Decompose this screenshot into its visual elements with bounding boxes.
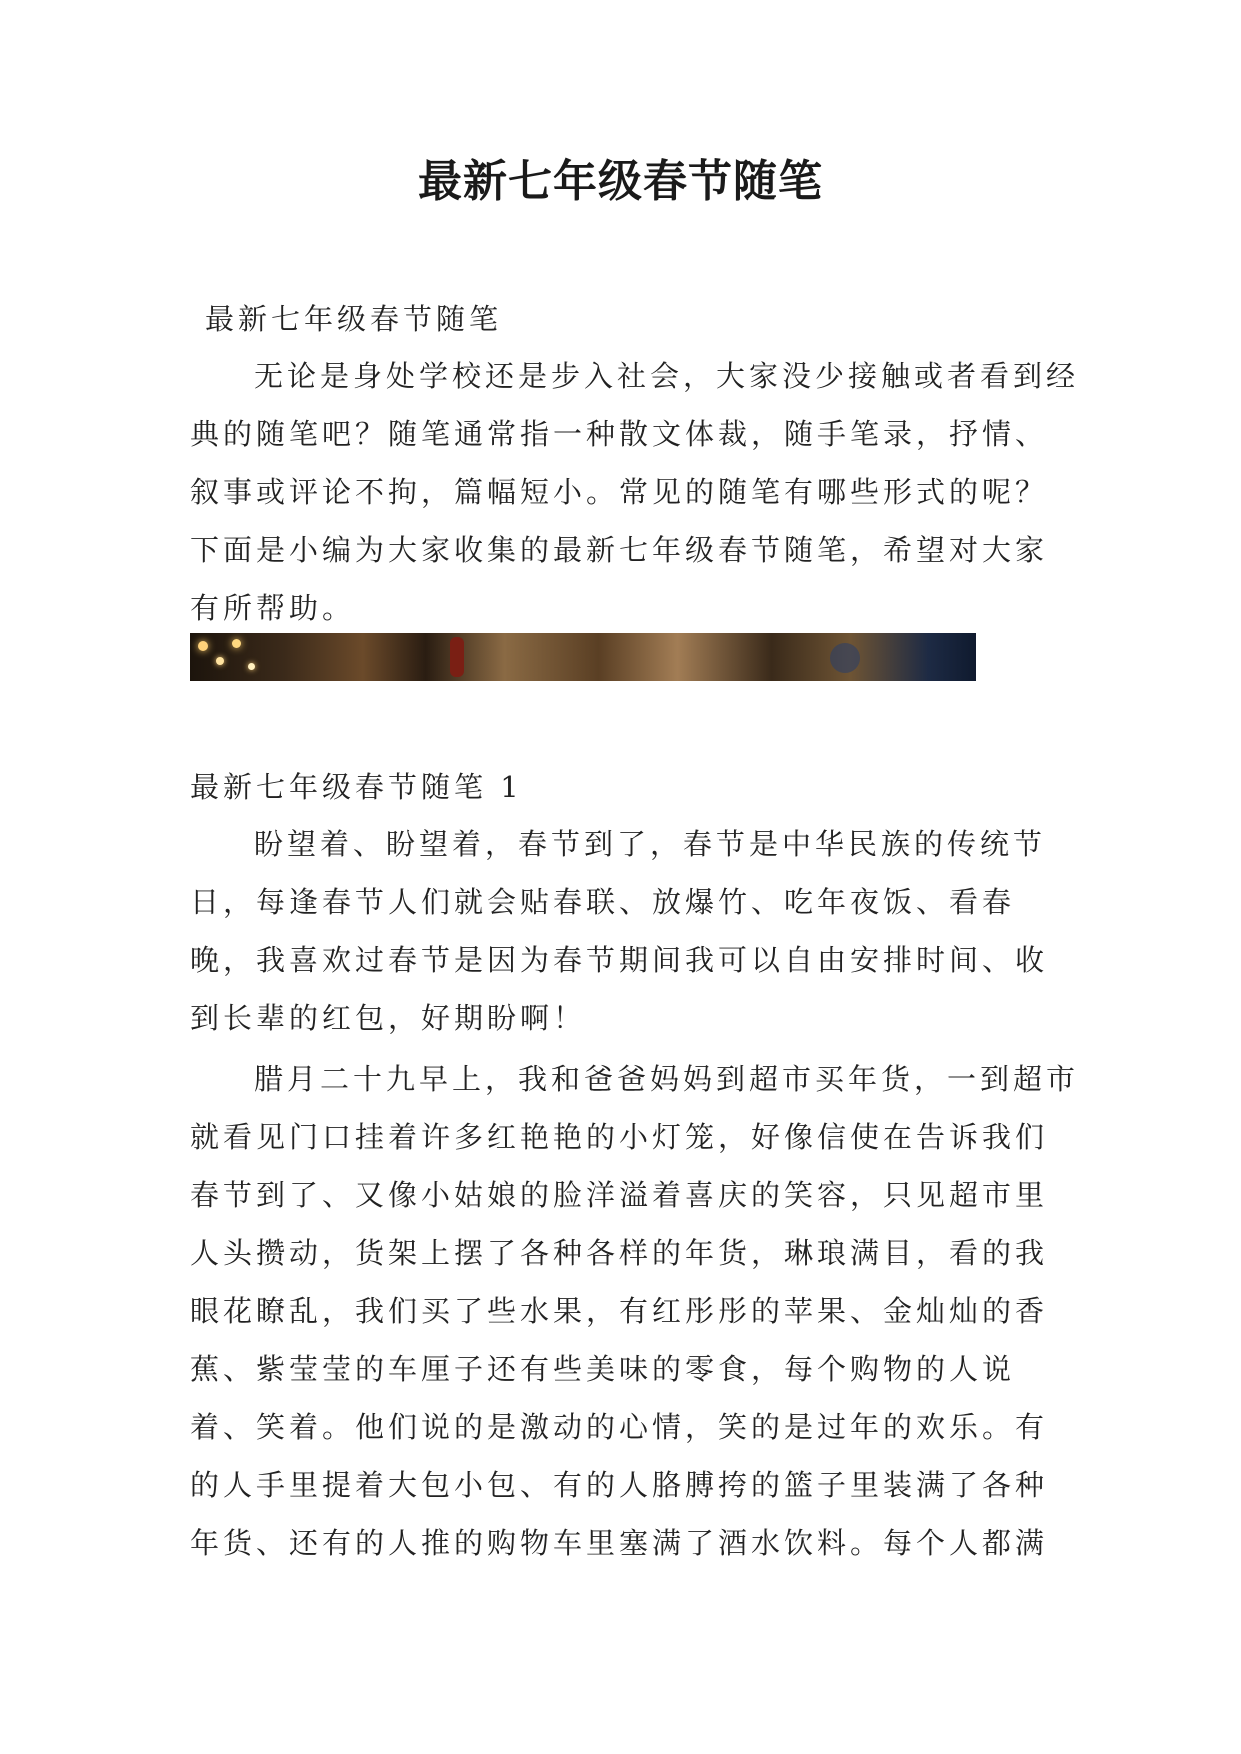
intro-paragraph	[190, 347, 1080, 637]
banner-image	[190, 633, 976, 681]
body-paragraph-text: 盼望着、盼望着，春节到了，春节是中华民族的传统节日，每逢春节人们就会贴春联、放爆竹、吃年夜饭、看春晚，我喜欢过春节是因为春节期间我可以自由安排时间、收到长辈的红包，好期盼啊！	[190, 827, 1049, 1035]
body-paragraph	[190, 815, 1080, 1047]
light-glow	[450, 637, 464, 677]
light-glow	[830, 643, 860, 673]
intro-text: 无论是身处学校还是步入社会，大家没少接触或者看到经典的随笔吧？随笔通常指一种散文体裁，随手笔录，抒情、叙事或评论不拘，篇幅短小。常见的随笔有哪些形式的呢？下面是小编为大家收集的最新七年级春节随笔，希望对大家有所帮助。	[190, 359, 1080, 625]
light-glow	[232, 639, 241, 648]
document-subtitle: 最新七年级春节随笔	[205, 302, 503, 336]
light-glow	[216, 657, 224, 665]
document-title: 最新七年级春节随笔	[418, 156, 823, 207]
light-glow	[198, 641, 208, 651]
body-paragraph-text: 腊月二十九早上，我和爸爸妈妈到超市买年货，一到超市就看见门口挂着许多红艳艳的小灯笼，好像信使在告诉我们春节到了、又像小姑娘的脸洋溢着喜庆的笑容，只见超市里人头攒动，货架上摆了各种各样的年货，琳琅满目，看的我眼花瞭乱，我们买了些水果，有红彤彤的苹果、金灿灿的香蕉、紫莹莹的车厘子还有些美味的零食，每个购物的人说着、笑着。他们说的是激动的心情，笑的是过年的欢乐。有的人手里提着大包小包、有的人胳膊挎的篮子里装满了各种年货、还有的人推的购物车里塞满了酒水饮料。每个人都满	[190, 1062, 1080, 1560]
section-heading: 最新七年级春节随笔 1	[190, 770, 523, 804]
body-paragraph	[190, 1050, 1080, 1572]
light-glow	[248, 663, 255, 670]
